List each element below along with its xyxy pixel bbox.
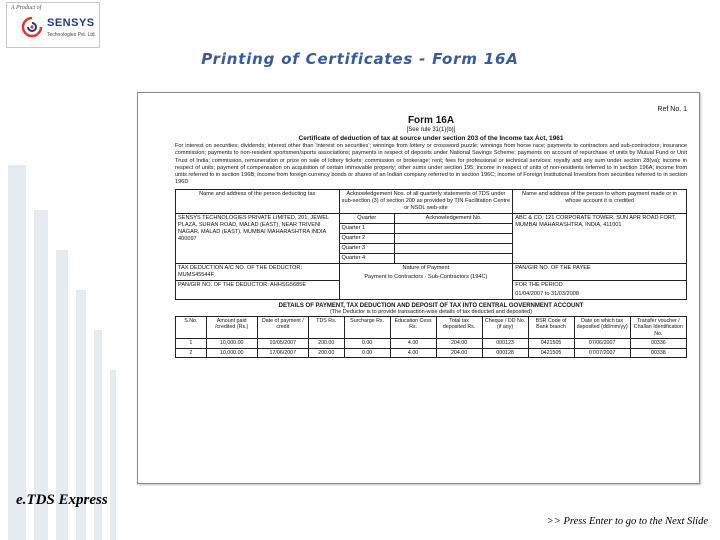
table-row [176,348,687,358]
period-cell [513,280,687,299]
deductor-pan-label: PAN/GIR NO. OF THE DEDUCTOR: AHHSG5685E [176,280,340,299]
background-stripe [34,210,48,540]
col-acknowledgement: Acknowledgement Nos. of all quarterly statements of TDS under sub-section (3) of section 200 as provided by TIN Facilitation Centre or NSDL web-site [339,189,513,213]
col-header: Transfer voucher / Challan Identification No. [630,316,686,339]
period-value: 01/04/2007 to 31/03/2008 [515,290,579,297]
deductor-address: SENSYS TECHNOLOGIES PRIVATE LIMITED, 201, JEWEL PLAZA, SURAN ROAD, MALAD (EAST), NEAR TRIVENI NAGAR, MALAD (EAST), MUMBAI MAHARASHTRA INDIA 400097 [176,213,340,263]
cell: 4.00 [390,339,436,349]
col-header: Total tax deposited Rs. [436,316,482,339]
form-rule: [See rule 31(1)(b)] [406,127,456,133]
nature-value: Payment to Contractors - Sub-Contractors (194C) [364,273,488,280]
form-16a-document [137,92,700,484]
certificate-heading: Certificate of deduction of tax at source under section 203 of the Income tax Act, 1961 [298,135,564,142]
cell: 1 [176,339,207,349]
ref-number: Ref No. 1 [657,106,687,113]
col-header: Date of payment / credit [257,316,308,339]
ack-cell [395,233,513,243]
cell: 200.00 [308,339,344,349]
quarter-cell: Quarter 2 [339,233,395,243]
col-header: Surcharge Rs. [344,316,390,339]
cell: 0421505 [528,339,574,349]
tan-label: TAX DEDUCTION A/C NO. OF THE DEDUCTOR: MUMS45544F [176,263,340,280]
form-title: Form 16A [407,115,455,126]
quarter-cell: Quarter 4 [339,253,395,263]
ack-no-header: Acknowledgement No. [395,213,513,223]
background-stripe [8,165,26,540]
cell: 0.00 [344,339,390,349]
cell: 200.00 [308,348,344,358]
nature-of-payment [339,263,513,299]
cell: 00336 [630,339,686,349]
payment-header-row [176,316,687,339]
next-slide-prompt[interactable]: >> Press Enter to go to the Next Slide [546,516,708,527]
form-description: For interest on securities; dividends; interest other than 'interest on securities'; winnings from lottery or crossword puzzle; winnings from horse race; payments to contractors and sub-contractors; insurance commission; payments to non-resident sportsmen/sports associations; payments in respect of deposits under National Savings Scheme; payments on account of repurchase of units by Mutual Fund or Unit Trust of India; commission, remuneration or prize on sale of lottery tickets; commission or brokerage; rent; fees for professional or technical services; royalty and any sum under section 28(va); income in respect of units; payment of compensation on acquisition of certain immovable property; other sums under section 195; income in respect of units of non-residents referred to in section 196A; income from units referred to in section 196B; income from foreign currency bonds or shares of an Indian company referred to in section 196C; income of Foreign Institutional Investors from securities referred to in section 196D [175,143,687,186]
logo-subtitle: Technologies Pvt. Ltd. [47,32,96,38]
col-header: S.No. [176,316,207,339]
table-row [176,339,687,349]
col-header: BSR Code of Bank branch [528,316,574,339]
cell: 204.00 [436,339,482,349]
details-subheading: (The Deductor is to provide transaction-wise details of tax deducted and deposited) [329,308,533,315]
cell: 17/06/2007 [257,348,308,358]
payee-address: ABC & CO, 121 CORPORATE TOWER, SUN APR ROAD FORT, MUMBAI MAHARASHTRA, INDIA, 411001 [513,213,687,263]
cell: 4.00 [390,348,436,358]
cell: 0421505 [528,348,574,358]
product-brand: e.TDS Express [16,492,108,508]
logo-name: SENSYS [47,17,95,29]
company-logo [6,2,100,48]
col-payee-name: Name and address of the person to whom payment made or in whose account it is credited [513,189,687,213]
payment-details-table [175,316,687,359]
col-header: Amount paid /credited (Rs.) [206,316,257,339]
deductor-payee-table [175,189,687,300]
period-label: FOR THE PERIOD [515,281,563,288]
slide-title: Printing of Certificates - Form 16A [201,50,519,68]
cell: 0.00 [344,348,390,358]
nature-label: Nature of Payment [402,264,450,271]
cell: 10,000.00 [206,348,257,358]
cell: 00338 [630,348,686,358]
cell: 07/07/2007 [574,348,630,358]
col-header: TDS Rs. [308,316,344,339]
background-stripe [110,370,116,540]
quarter-header: Quarter [339,213,395,223]
cell: 000123 [482,339,528,349]
col-header: Cheque / DD No. (if any) [482,316,528,339]
col-header: Date on which tax deposited (dd/mm/yy) [574,316,630,339]
cell: 204.00 [436,348,482,358]
ack-cell [395,253,513,263]
cell: 10,000.00 [206,339,257,349]
quarter-cell: Quarter 1 [339,223,395,233]
details-heading: DETAILS OF PAYMENT, TAX DEDUCTION AND DEPOSIT OF TAX INTO CENTRAL GOVERNMENT ACCOUNT [278,302,584,309]
col-deductor-name: Name and address of the person deducting tax [176,189,340,213]
logo-swirl-icon [20,15,44,39]
ack-cell [395,243,513,253]
cell: 2 [176,348,207,358]
logo-tagline: A Product of [11,5,42,11]
cell: 000128 [482,348,528,358]
cell: 07/06/2007 [574,339,630,349]
payee-pan-label: PAN/GIR NO. OF THE PAYEE [513,263,687,280]
quarter-cell: Quarter 3 [339,243,395,253]
cell: 10/05/2007 [257,339,308,349]
col-header: Education Cess Rs. [390,316,436,339]
ack-cell [395,223,513,233]
